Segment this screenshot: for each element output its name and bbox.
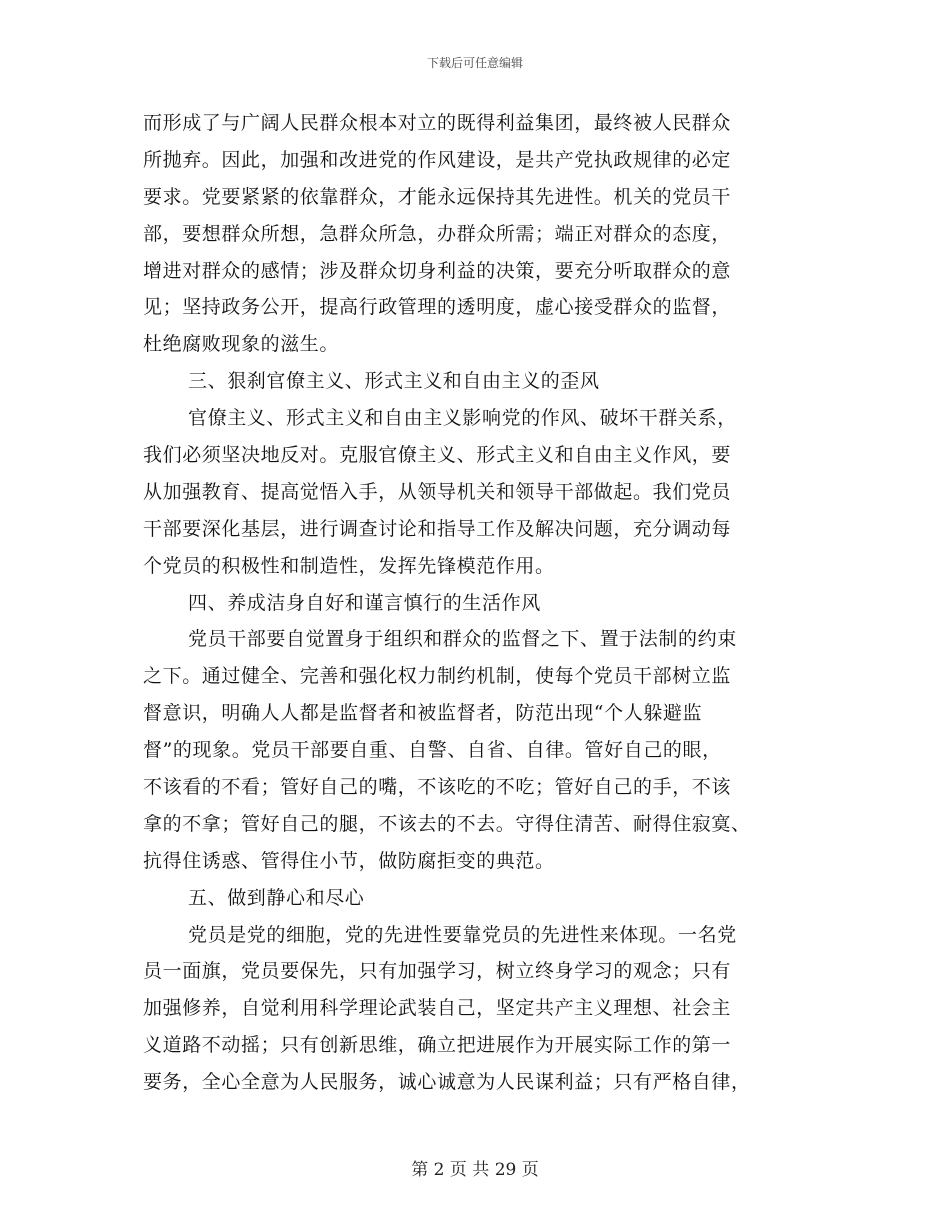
paragraph-line: 从加强教育、提高觉悟入手，从领导机关和领导干部做起。我们党员 [143,480,732,503]
paragraph-line: 加强修养，自觉利用科学理论武装自己，坚定共产主义理想、社会主 [143,997,732,1020]
paragraph-line-indented: 四、养成洁身自好和谨言慎行的生活作风 [188,591,541,614]
paragraph-line: 所抛弃。因此，加强和改进党的作风建设，是共产党执政规律的必定 [143,148,732,171]
paragraph-line-indented: 党员是党的细胞，党的先进性要靠党员的先进性来体现。一名党 [188,923,737,946]
paragraph-line: 部，要想群众所想，急群众所急，办群众所需；端正对群众的态度， [143,222,732,245]
paragraph-line: 要求。党要紧紧的依靠群众，才能永远保持其先进性。机关的党员干 [143,185,732,208]
paragraph-line: 之下。通过健全、完善和强化权力制约机制，使每个党员干部树立监 [143,665,732,688]
paragraph-line: 员一面旗，党员要保先，只有加强学习，树立终身学习的观念；只有 [143,960,732,983]
paragraph-line-indented: 党员干部要自觉置身于组织和群众的监督之下、置于法制的约束 [188,628,737,651]
paragraph-line: 拿的不拿；管好自己的腿，不该去的不去。守得住清苦、耐得住寂寞、 [143,812,751,835]
paragraph-line-indented: 三、狠刹官僚主义、形式主义和自由主义的歪风 [188,370,600,393]
paragraph-line-indented: 官僚主义、形式主义和自由主义影响党的作风、破坏干群关系， [188,407,737,430]
download-note: 下载后可任意编辑 [426,56,523,70]
page-number: 第 2 页 共 29 页 [411,1160,539,1180]
paragraph-line: 杜绝腐败现象的滋生。 [143,333,340,356]
paragraph-line: 增进对群众的感情；涉及群众切身利益的决策，要充分听取群众的意 [143,259,732,282]
paragraph-line: 干部要深化基层，进行调查讨论和指导工作及解决问题，充分调动每 [143,517,732,540]
paragraph-line: 个党员的积极性和制造性，发挥先锋模范作用。 [143,554,555,577]
paragraph-line: 督意识，明确人人都是监督者和被监督者，防范出现“个人躲避监 [143,702,703,725]
paragraph-line: 抗得住诱惑、管得住小节，做防腐拒变的典范。 [143,849,555,872]
paragraph-line: 义道路不动摇；只有创新思维，确立把进展作为开展实际工作的第一 [143,1034,732,1057]
paragraph-line: 督”的现象。党员干部要自重、自警、自省、自律。管好自己的眼， [143,739,722,762]
paragraph-line: 不该看的不看；管好自己的嘴，不该吃的不吃；管好自己的手，不该 [143,776,732,799]
paragraph-line: 要务，全心全意为人民服务，诚心诚意为人民谋利益；只有严格自律， [143,1071,751,1094]
paragraph-line: 见；坚持政务公开，提高行政管理的透明度，虚心接受群众的监督， [143,296,732,319]
paragraph-line: 而形成了与广阔人民群众根本对立的既得利益集团，最终被人民群众 [143,112,732,134]
paragraph-line: 我们必须坚决地反对。克服官僚主义、形式主义和自由主义作风，要 [143,444,732,467]
paragraph-line-indented: 五、做到静心和尽心 [188,886,365,909]
document-body [143,105,808,1101]
